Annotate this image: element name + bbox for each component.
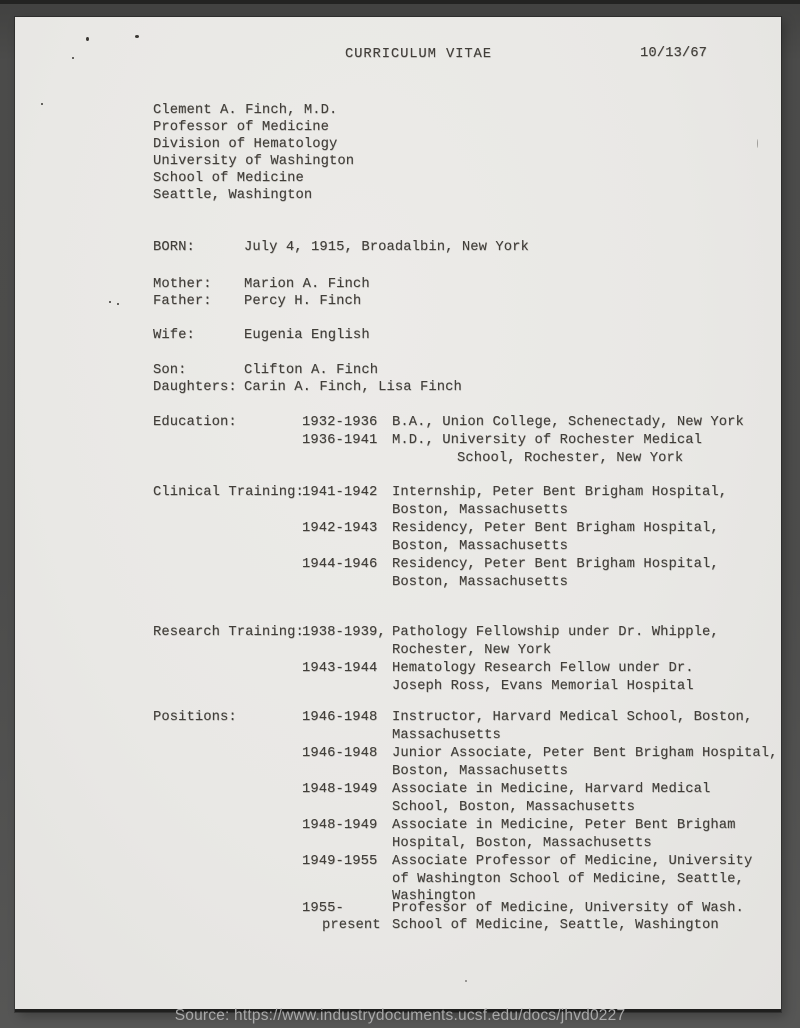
- clinical-entry-continuation: Boston, Massachusetts: [392, 539, 568, 554]
- education-label: Education:: [153, 415, 237, 430]
- position-years: 1948-1949: [302, 782, 378, 797]
- position-years-continuation: present: [322, 918, 381, 933]
- address-line: Clement A. Finch, M.D.: [153, 103, 338, 118]
- son-value: Clifton A. Finch: [244, 363, 379, 378]
- position-years: 1946-1948: [302, 746, 378, 761]
- clinical-years: 1944-1946: [302, 557, 378, 572]
- source-watermark: Source: https://www.industrydocuments.ucsf.edu/docs/jhvd0227: [174, 1007, 626, 1024]
- wife-value: Eugenia English: [244, 328, 370, 343]
- education-years: 1936-1941: [302, 433, 378, 448]
- document-date: 10/13/67: [640, 46, 708, 61]
- clinical-years: 1942-1943: [302, 521, 378, 536]
- wife-label: Wife:: [153, 328, 195, 343]
- address-line: School of Medicine: [153, 171, 304, 186]
- mother-value: Marion A. Finch: [244, 277, 370, 292]
- position-entry-continuation: Hospital, Boston, Massachusetts: [392, 836, 652, 851]
- born-label: BORN:: [153, 240, 195, 255]
- position-entry: Associate in Medicine, Peter Bent Brigham: [392, 818, 736, 833]
- position-entry: Instructor, Harvard Medical School, Boston,: [392, 710, 753, 725]
- document-title: CURRICULUM VITAE: [345, 47, 492, 62]
- position-years: 1948-1949: [302, 818, 378, 833]
- clinical-training-label: Clinical Training:: [153, 485, 304, 500]
- ink-speck: [72, 57, 74, 59]
- position-entry-continuation: Washington: [392, 889, 476, 904]
- clinical-entry-continuation: Boston, Massachusetts: [392, 575, 568, 590]
- research-entry: Hematology Research Fellow under Dr.: [392, 661, 694, 676]
- address-line: Seattle, Washington: [153, 188, 313, 203]
- research-training-label: Research Training:: [153, 625, 304, 640]
- education-entry: M.D., University of Rochester Medical: [392, 433, 703, 448]
- position-entry: Professor of Medicine, University of Wash.: [392, 901, 744, 916]
- address-line: University of Washington: [153, 154, 355, 169]
- position-entry-continuation: School, Boston, Massachusetts: [392, 800, 636, 815]
- daughters-label: Daughters:: [153, 380, 237, 395]
- ink-speck: [86, 37, 89, 41]
- mother-label: Mother:: [153, 277, 212, 292]
- ink-speck: [757, 139, 758, 148]
- photo-top-edge: [0, 0, 800, 4]
- clinical-years: 1941-1942: [302, 485, 378, 500]
- education-entry: B.A., Union College, Schenectady, New York: [392, 415, 744, 430]
- research-years: 1943-1944: [302, 661, 378, 676]
- research-entry-continuation: Rochester, New York: [392, 643, 552, 658]
- address-line: Professor of Medicine: [153, 120, 329, 135]
- position-entry-continuation: of Washington School of Medicine, Seattle,: [392, 872, 744, 887]
- position-entry: Junior Associate, Peter Bent Brigham Hospital,: [392, 746, 778, 761]
- research-years: 1938-1939,: [302, 625, 386, 640]
- ink-speck: [465, 980, 467, 982]
- positions-label: Positions:: [153, 710, 237, 725]
- born-value: July 4, 1915, Broadalbin, New York: [244, 240, 529, 255]
- research-entry-continuation: Joseph Ross, Evans Memorial Hospital: [392, 679, 694, 694]
- position-years: 1955-: [302, 901, 344, 916]
- ink-speck: [135, 35, 139, 38]
- position-entry: Associate Professor of Medicine, University: [392, 854, 753, 869]
- ink-speck: [117, 303, 119, 305]
- position-entry: Associate in Medicine, Harvard Medical: [392, 782, 711, 797]
- cv-paper-page: [15, 17, 781, 1012]
- clinical-entry: Internship, Peter Bent Brigham Hospital,: [392, 485, 728, 500]
- position-years: 1949-1955: [302, 854, 378, 869]
- ink-speck: [109, 301, 111, 303]
- father-label: Father:: [153, 294, 212, 309]
- address-line: Division of Hematology: [153, 137, 338, 152]
- research-entry: Pathology Fellowship under Dr. Whipple,: [392, 625, 719, 640]
- son-label: Son:: [153, 363, 187, 378]
- clinical-entry-continuation: Boston, Massachusetts: [392, 503, 568, 518]
- position-entry-continuation: School of Medicine, Seattle, Washington: [392, 918, 719, 933]
- position-years: 1946-1948: [302, 710, 378, 725]
- education-years: 1932-1936: [302, 415, 378, 430]
- position-entry-continuation: Boston, Massachusetts: [392, 764, 568, 779]
- position-entry-continuation: Massachusetts: [392, 728, 501, 743]
- daughters-value: Carin A. Finch, Lisa Finch: [244, 380, 462, 395]
- clinical-entry: Residency, Peter Bent Brigham Hospital,: [392, 557, 719, 572]
- clinical-entry: Residency, Peter Bent Brigham Hospital,: [392, 521, 719, 536]
- ink-speck: [41, 103, 43, 105]
- education-entry-continuation: School, Rochester, New York: [457, 451, 684, 466]
- father-value: Percy H. Finch: [244, 294, 362, 309]
